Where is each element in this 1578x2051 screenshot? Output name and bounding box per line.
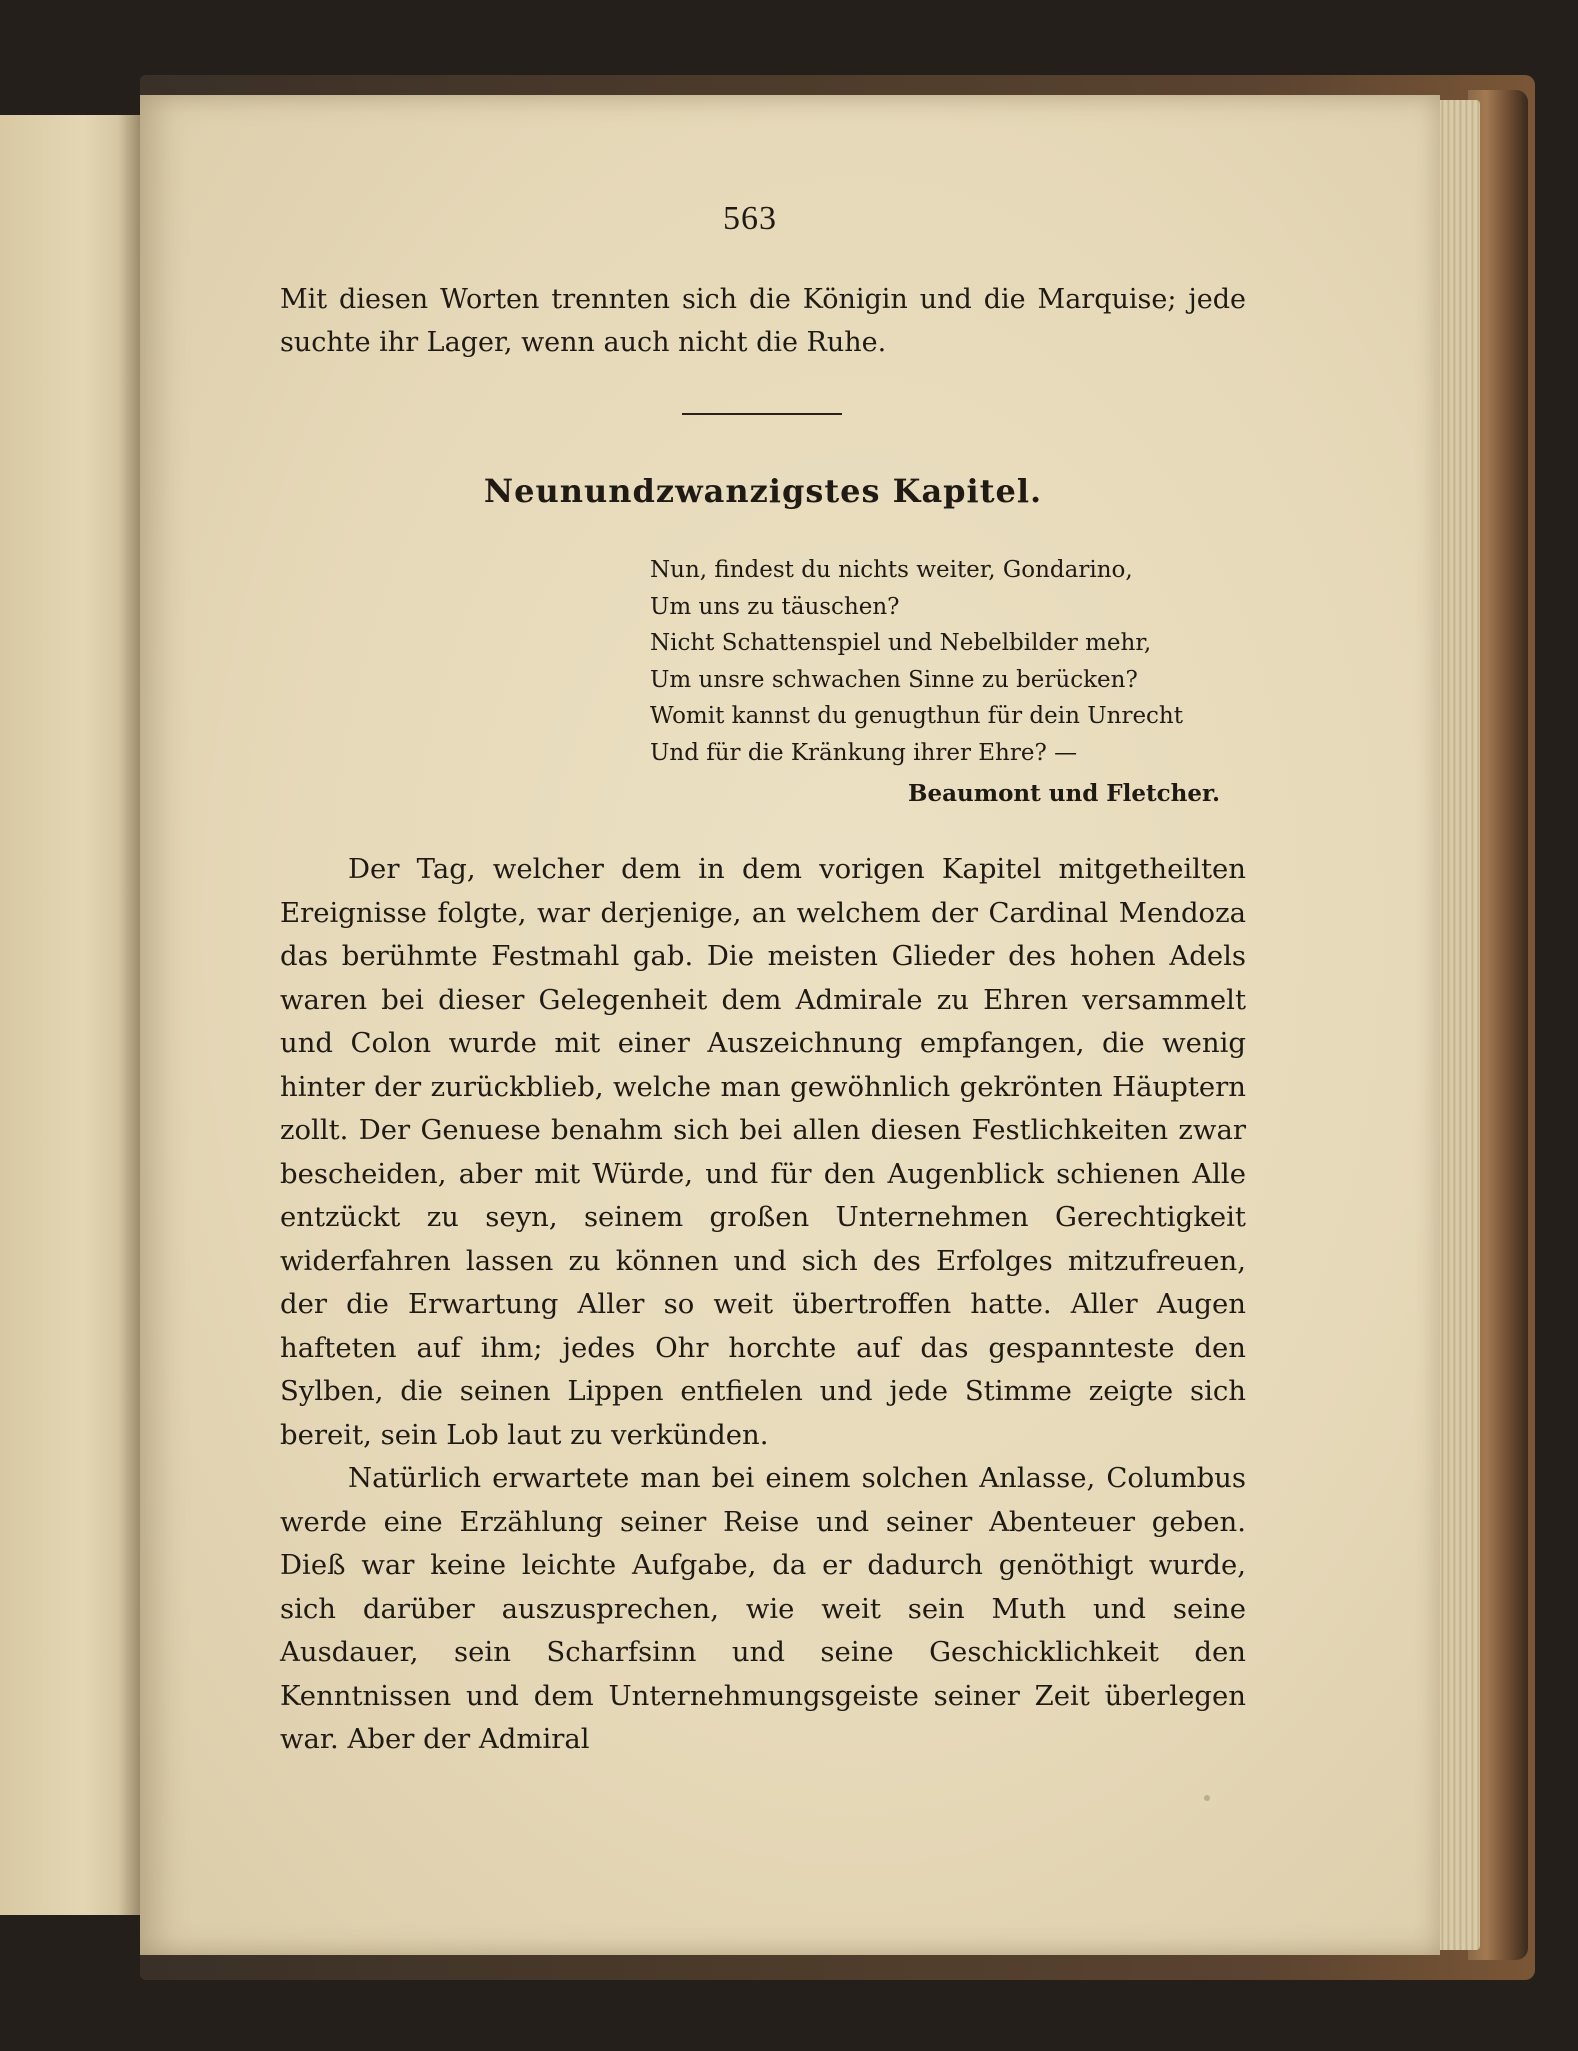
epigraph-line: Und für die Kränkung ihrer Ehre? — — [650, 739, 1078, 766]
epigraph-attribution: Beaumont und Fletcher. — [908, 780, 1220, 807]
body-paragraph: Der Tag, welcher dem in dem vorigen Kapitel mitgetheilten Ereignisse folgte, war derjenige, an welchem der Cardinal Mendoza das berühmte Festmahl gab. Die meisten Glieder des hohen Adels waren bei dieser Gelegenheit dem Admirale zu Ehren versammelt und Colon wurde mit einer Auszeichnung empfangen, die wenig hinter der zurückblieb, welche man gewöhnlich gekrönten Häuptern zollt. Der Genuese benahm sich bei allen diesen Festlichkeiten zwar bescheiden, aber mit Würde, und für den Augenblick schienen Alle entzückt zu seyn, seinem großen Unternehmen Gerechtigkeit widerfahren lassen zu können und sich des Erfolges mitzufreuen, der die Erwartung Aller so weit übertroffen hatte. Aller Augen hafteten auf ihm; jedes Ohr horchte auf das gespannteste den Sylben, die seinen Lippen entfielen und jede Stimme zeigte sich bereit, sein Lob laut zu verkünden. — [280, 853, 1246, 1451]
body-text — [280, 848, 1246, 1762]
epigraph-line: Nun, findest du nichts weiter, Gondarino, — [650, 557, 1133, 583]
intro-paragraph: Mit diesen Worten trennten sich die Königin und die Marquise; jede suchte ihr Lager, wenn auch nicht die Ruhe. — [280, 284, 1246, 358]
section-divider — [682, 413, 842, 415]
page-number: 563 — [723, 200, 777, 237]
chapter-title: Neunundzwanzigstes Kapitel. — [483, 472, 1043, 510]
epigraph-line: Womit kannst du genugthun für dein Unrecht — [650, 703, 1183, 729]
epigraph-line: Um unsre schwachen Sinne zu berücken? — [650, 666, 1138, 693]
epigraph-line: Um uns zu täuschen? — [650, 593, 900, 620]
paper-speck — [1204, 1795, 1210, 1801]
epigraph-line: Nicht Schattenspiel und Nebelbilder mehr, — [650, 630, 1152, 656]
epigraph — [650, 552, 1210, 771]
body-paragraph: Natürlich erwartete man bei einem solchen Anlasse, Columbus werde eine Erzählung seiner Reise und seiner Abenteuer geben. Dieß war keine leichte Aufgabe, da er dadurch genöthigt wurde, sich darüber auszusprechen, wie weit sein Muth und seine Ausdauer, sein Scharfsinn und seine Geschicklichkeit den Kenntnissen und dem Unternehmungsgeiste seiner Zeit überlegen war. Aber der Admiral — [280, 1462, 1246, 1755]
